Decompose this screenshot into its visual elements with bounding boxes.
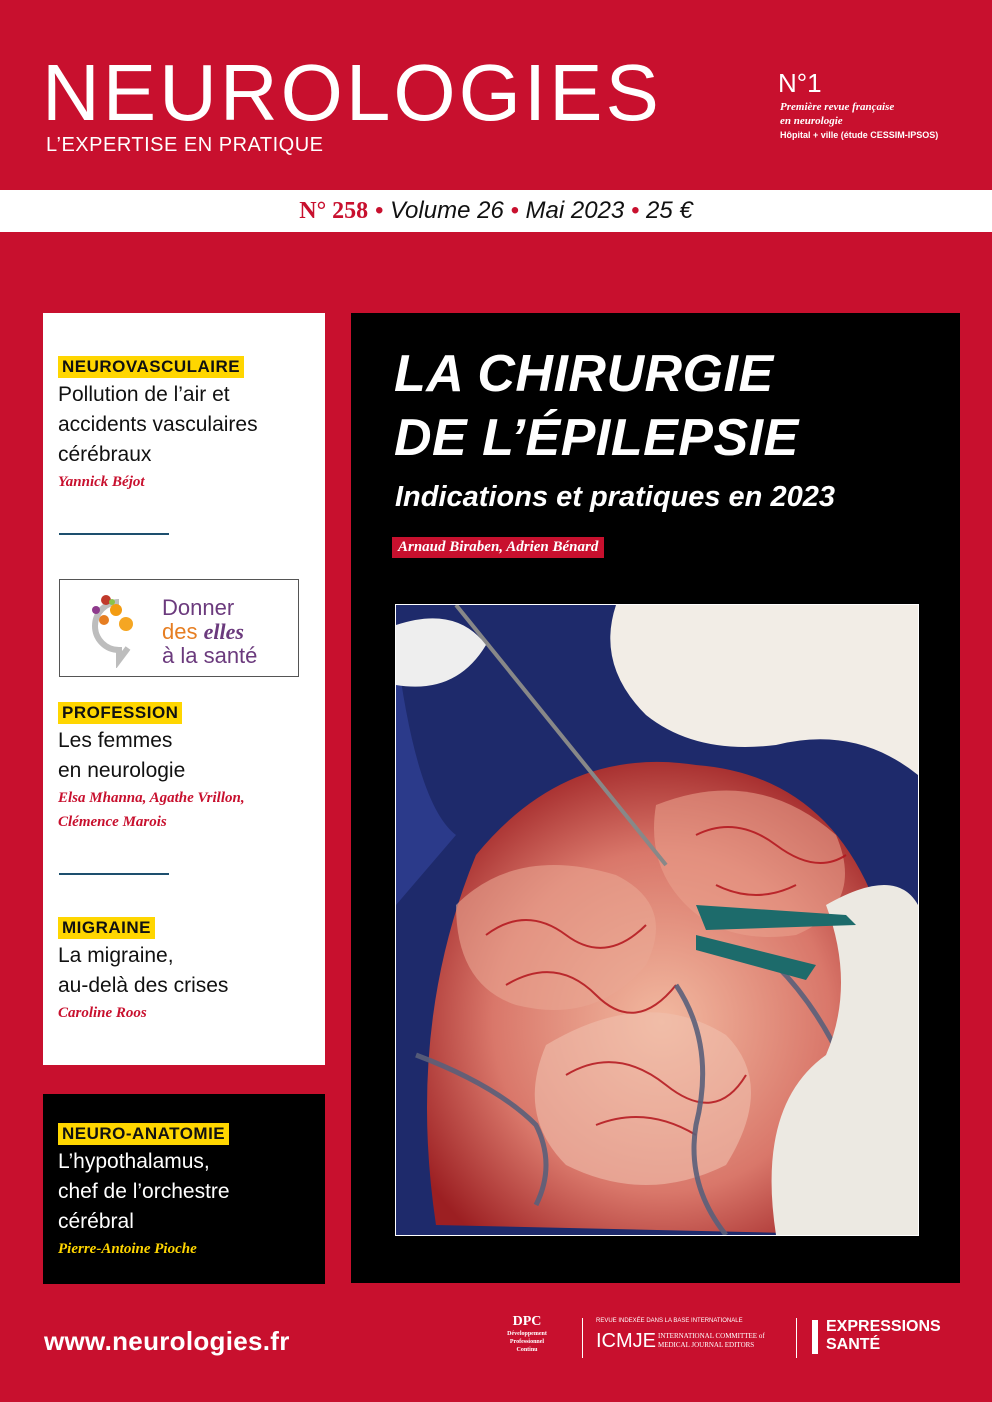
dpc-logo <box>492 1314 562 1354</box>
article-title <box>58 1147 318 1237</box>
divider <box>582 1318 583 1358</box>
publisher-line: EXPRESSIONS <box>826 1318 941 1335</box>
rank-source: Hôpital + ville (étude CESSIM-IPSOS) <box>780 130 939 140</box>
icmje-subtitle <box>658 1332 765 1350</box>
section-tag: NEURO-ANATOMIE <box>58 1123 229 1145</box>
divider <box>796 1318 797 1358</box>
logo-text <box>162 596 257 668</box>
title-line: au-delà des crises <box>58 974 229 997</box>
separator: • <box>503 197 526 224</box>
section-tag: NEUROVASCULAIRE <box>58 356 244 378</box>
feature-authors: Arnaud Biraben, Adrien Bénard <box>392 537 604 558</box>
author-line: Elsa Mhanna, Agathe Vrillon, <box>58 790 245 806</box>
article-profession[interactable] <box>58 702 318 834</box>
brain-surgery-image <box>396 605 918 1235</box>
icmje-sub: MEDICAL JOURNAL EDITORS <box>658 1341 755 1349</box>
publisher-line: SANTÉ <box>826 1336 881 1353</box>
logo-bar <box>812 1320 818 1354</box>
title-line: chef de l’orchestre <box>58 1180 230 1203</box>
title-line: L’hypothalamus, <box>58 1150 210 1173</box>
author-line: Clémence Marois <box>58 814 167 830</box>
divider <box>59 873 169 875</box>
dpc-sub: Continu <box>516 1347 538 1353</box>
dpc-sub: Développement <box>507 1331 547 1337</box>
speech-bubble-icon <box>84 588 154 668</box>
issue-number: N° 258 <box>299 198 369 224</box>
logo-line-3: à la santé <box>162 643 258 668</box>
icmje-title: ICMJE <box>596 1330 656 1352</box>
dpc-sub: Professionnel <box>509 1339 545 1345</box>
publisher-name <box>826 1318 941 1354</box>
issue-volume: Volume 26 <box>389 197 504 224</box>
icmje-sub: INTERNATIONAL COMMITTEE of <box>658 1332 765 1340</box>
logo-line-2 <box>162 620 257 644</box>
rank-badge: N°1 <box>778 68 822 98</box>
separator: • <box>624 197 647 224</box>
title-line: en neurologie <box>58 759 186 782</box>
issue-date: Mai 2023 <box>525 197 625 224</box>
rank-line-1: Première revue française <box>780 101 895 113</box>
footer-logos <box>492 1314 962 1364</box>
article-neuro-anatomie[interactable] <box>58 1123 318 1261</box>
surgery-photo <box>395 604 919 1236</box>
logo-line-1: Donner <box>162 595 235 620</box>
title-line: Pollution de l’air et <box>58 383 230 406</box>
magazine-title: NEUROLOGIES <box>42 48 662 137</box>
icmje-logo <box>596 1318 806 1352</box>
magazine-tagline: L’EXPERTISE EN PRATIQUE <box>46 134 324 156</box>
title-line: cérébraux <box>58 443 152 466</box>
feature-subtitle: Indications et pratiques en 2023 <box>395 481 835 513</box>
title-line: La migraine, <box>58 944 174 967</box>
section-tag: MIGRAINE <box>58 917 155 939</box>
section-tag: PROFESSION <box>58 702 182 724</box>
title-line: accidents vasculaires <box>58 413 258 436</box>
article-neurovasculaire[interactable] <box>58 356 318 494</box>
article-author <box>58 786 318 834</box>
separator: • <box>368 197 390 224</box>
issue-band <box>0 190 992 232</box>
logo-word-elles: elles <box>203 619 244 644</box>
feature-title-line-2: DE L’ÉPILEPSIE <box>394 409 799 467</box>
title-line: cérébral <box>58 1210 134 1233</box>
article-title <box>58 380 318 470</box>
logo-word-des: des <box>162 619 198 644</box>
title-line: Les femmes <box>58 729 173 752</box>
website-link[interactable]: www.neurologies.fr <box>44 1326 290 1356</box>
rank-description <box>780 100 960 128</box>
article-migraine[interactable] <box>58 917 318 1025</box>
article-title <box>58 726 318 786</box>
index-label: REVUE INDEXÉE DANS LA BASE INTERNATIONALE <box>596 1318 743 1324</box>
feature-title-line-1: LA CHIRURGIE <box>394 345 774 403</box>
article-author: Pierre-Antoine Pioche <box>58 1241 197 1257</box>
article-author: Caroline Roos <box>58 1005 147 1021</box>
issue-price: 25 € <box>646 197 693 224</box>
article-title <box>58 941 318 1001</box>
rank-line-2: en neurologie <box>780 115 843 127</box>
donner-des-elles-logo <box>59 579 299 677</box>
dpc-title: DPC <box>512 1314 542 1329</box>
article-author: Yannick Béjot <box>58 474 145 490</box>
divider <box>59 533 169 535</box>
feature-title[interactable] <box>394 342 799 470</box>
